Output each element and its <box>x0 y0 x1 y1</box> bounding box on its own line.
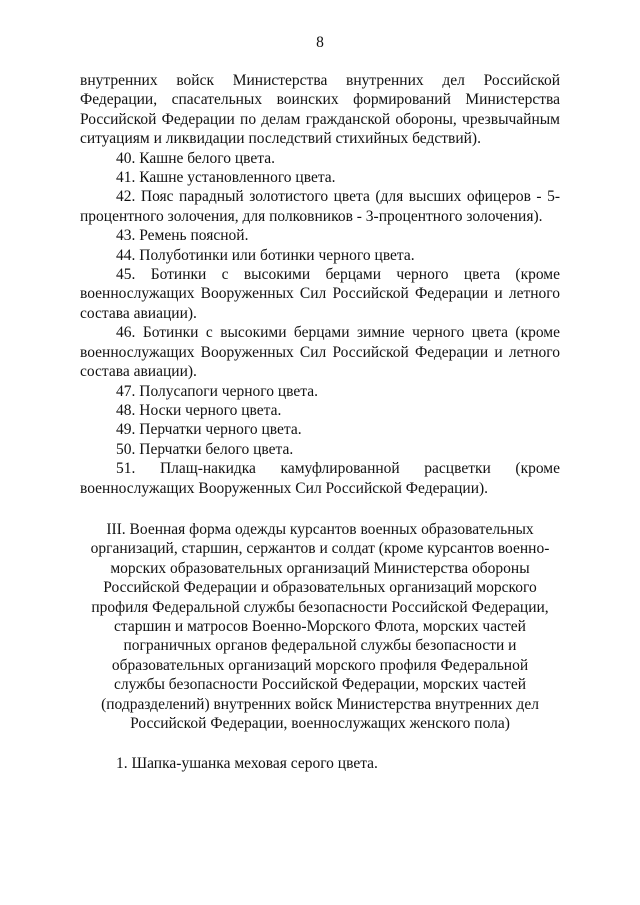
list-item: 1. Шапка-ушанка меховая серого цвета. <box>116 755 378 773</box>
list-item: 50. Перчатки белого цвета. <box>116 440 294 458</box>
page-number: 8 <box>316 34 324 51</box>
list-item: 43. Ремень поясной. <box>116 227 249 245</box>
paragraph-continuation: внутренних войск Министерства внутренних дел Российской Федерации, спасательных воинских формирований Министерства Российской Федерации по делам гражданской обороны, чрезвычайным ситуациям и ликвидации последствий стихийных бедствий). <box>80 72 560 148</box>
list-item: 40. Кашне белого цвета. <box>116 149 276 167</box>
list-item: 44. Полуботинки или ботинки черного цвета. <box>116 246 415 264</box>
list-item: 49. Перчатки черного цвета. <box>116 421 302 439</box>
list-item: 46. Ботинки с высокими берцами зимние черного цвета (кроме военнослужащих Вооруженных Сил Российской Федерации и летного состава авиации). <box>80 324 560 381</box>
list-item: 51. Плащ-накидка камуфлированной расцветки (кроме военнослужащих Вооруженных Сил Российской Федерации). <box>80 460 560 497</box>
list-item: 41. Кашне установленного цвета. <box>116 169 336 187</box>
section-heading: III. Военная форма одежды курсантов военных образовательных организаций, старшин, сержантов и солдат (кроме курсантов военно-морских образовательных организаций Министерства обороны Российской Федерации и образовательных организаций морского профиля Федеральной службы безопасности Российской Федерации, старшин и матросов Военно-Морского Флота, морских частей пограничных органов федеральной службы безопасности и образовательных организаций морского профиля Федеральной службы безопасности Российской Федерации, морских частей (подразделений) внутренних войск Министерства внутренних дел Российской Федерации, военнослужащих женского пола) <box>90 520 550 732</box>
list-item: 48. Носки черного цвета. <box>116 401 282 419</box>
list-item: 45. Ботинки с высокими берцами черного цвета (кроме военнослужащих Вооруженных Сил Российской Федерации и летного состава авиации). <box>80 266 560 322</box>
list-item: 47. Полусапоги черного цвета. <box>116 382 318 400</box>
list-item: 42. Пояс парадный золотистого цвета (для высших офицеров - 5-процентного золочения, для полковников - 3-процентного золочения). <box>80 188 560 225</box>
document-body <box>80 71 560 774</box>
